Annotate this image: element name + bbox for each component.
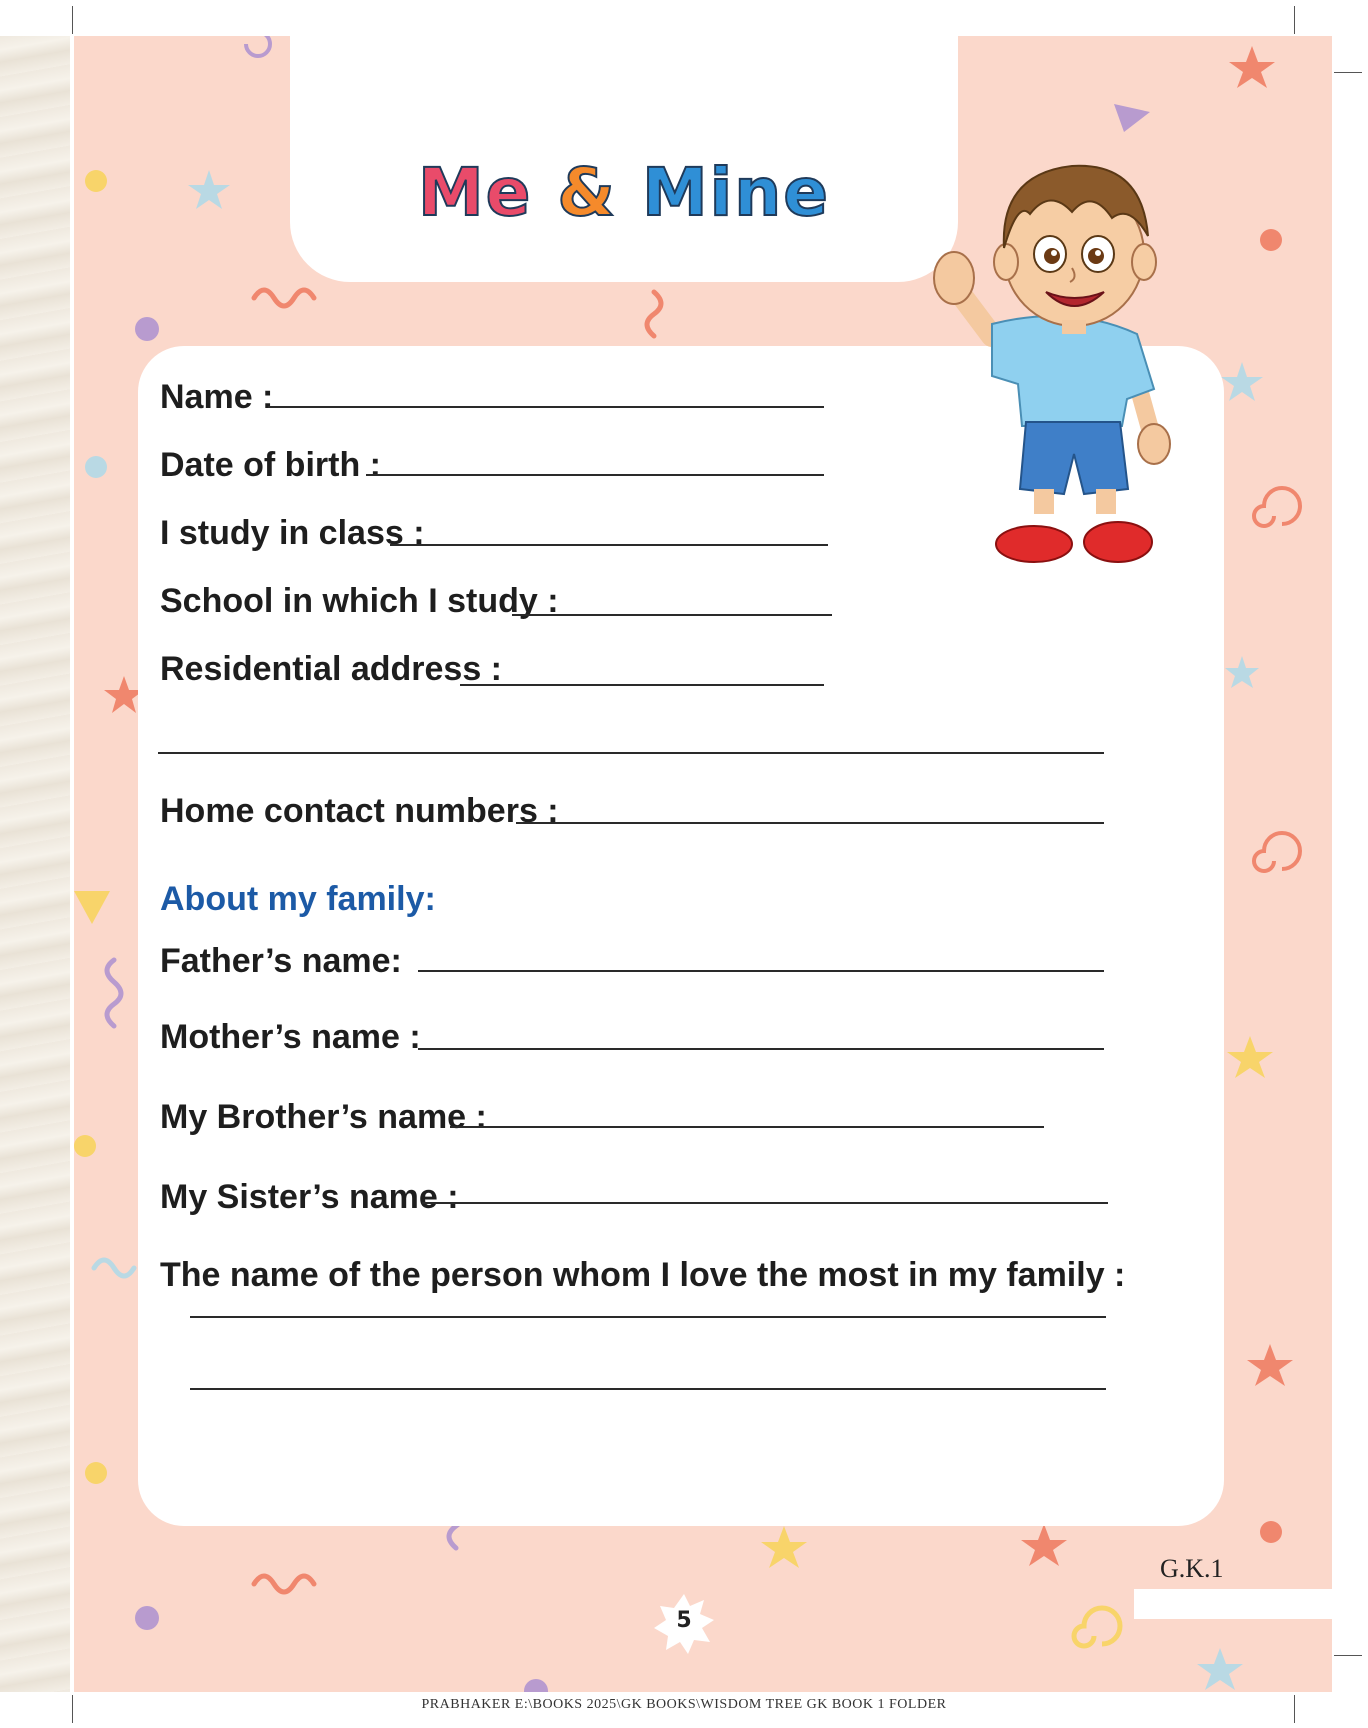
field-label-date-of-birth: Date of birth : [160,446,381,484]
field-label-name: Name : [160,378,274,416]
crop-mark [1334,72,1362,73]
field-label-loved-person: The name of the person whom I love the most in my family : [160,1256,1126,1294]
paper-texture-edge [0,36,70,1692]
crop-mark [72,6,73,34]
loved-person-blank-line-1[interactable] [190,1316,1106,1318]
class-blank-line[interactable] [390,544,828,546]
crop-mark [1334,1655,1362,1656]
address-blank-line-2[interactable] [158,752,1104,754]
field-label-home-contact: Home contact numbers : [160,792,559,830]
book-code-box [1134,1589,1332,1619]
worksheet-page [74,36,1332,1692]
father-name-blank-line[interactable] [418,970,1104,972]
page-number: 5 [676,1608,692,1633]
date-of-birth-blank-line[interactable] [366,474,824,476]
page-title [290,154,958,231]
home-contact-blank-line[interactable] [516,822,1104,824]
field-label-school: School in which I study : [160,582,559,620]
waving-boy-illustration [922,144,1202,594]
print-footer: PRABHAKER E:\BOOKS 2025\GK BOOKS\WISDOM TREE GK BOOK 1 FOLDER [421,1697,947,1712]
address-blank-line[interactable] [460,684,824,686]
title-word-me: Me [417,154,533,231]
school-blank-line[interactable] [512,614,832,616]
field-label-class: I study in class : [160,514,425,552]
title-panel [290,36,958,282]
book-code: G.K.1 [1160,1554,1224,1583]
field-label-father-name: Father’s name: [160,942,402,980]
field-label-mother-name: Mother’s name : [160,1018,421,1056]
field-label-residential-address: Residential address : [160,650,503,688]
name-blank-line[interactable] [268,406,824,408]
mother-name-blank-line[interactable] [418,1048,1104,1050]
field-label-brother-name: My Brother’s name : [160,1098,487,1136]
title-ampersand: & [557,154,617,231]
crop-mark [1294,6,1295,34]
family-section-heading: About my family: [160,880,436,918]
field-label-sister-name: My Sister’s name : [160,1178,459,1216]
title-word-mine: Mine [641,154,831,231]
brother-name-blank-line[interactable] [450,1126,1044,1128]
loved-person-blank-line-2[interactable] [190,1388,1106,1390]
sister-name-blank-line[interactable] [422,1202,1108,1204]
